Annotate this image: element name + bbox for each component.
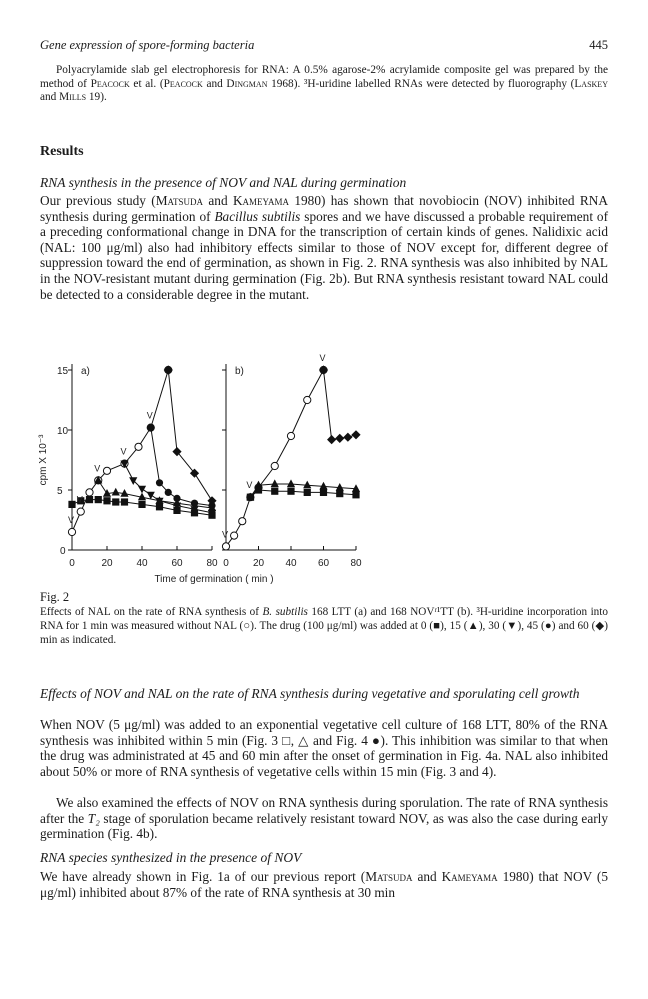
panel-0-series-3-point xyxy=(138,486,146,494)
panel-0-series-1-point xyxy=(68,501,75,508)
panel-1-series-2-point xyxy=(336,490,343,497)
x-tick-label: 60 xyxy=(171,558,183,569)
panel-1-series-3-point xyxy=(319,365,328,374)
panel-0-series-0-point xyxy=(86,489,93,496)
panel-0-series-3-point xyxy=(129,477,137,485)
panel-label: a) xyxy=(81,366,90,377)
panel-1-series-1-point xyxy=(303,481,311,489)
panel-0-series-1-point xyxy=(103,497,110,504)
panel-0-series-0-point xyxy=(68,528,75,535)
panel-1-series-1-point xyxy=(287,479,295,487)
y-axis-label: cpm X 10⁻³ xyxy=(38,434,49,486)
section2-heading: Effects of NOV and NAL on the rate of RNA synthesis during vegetative and sporulating cell growth xyxy=(40,686,580,701)
drug-addition-marker: V xyxy=(68,515,75,525)
panel-0-series-5-line xyxy=(168,370,212,501)
y-tick-label: 10 xyxy=(57,426,69,437)
drug-addition-marker: V xyxy=(146,410,153,421)
panel-1-series-3-point xyxy=(327,435,336,444)
panel-1-series-2-point xyxy=(255,486,262,493)
panel-1-series-1-point xyxy=(352,484,360,492)
panel-1-series-2-point xyxy=(271,488,278,495)
panel-0-series-0-point xyxy=(135,443,142,450)
panel-0-series-4-point xyxy=(173,495,180,502)
section2-paragraph-2: We also examined the effects of NOV on RNA synthesis during sporulation. The rate of RNA synthesis after the T₂ stage of sporulation became relatively resistant toward NOV, as was also the case during early germination (Fig. 4b). xyxy=(40,795,609,842)
panel-1-series-3-line xyxy=(324,370,357,440)
x-tick-label: 0 xyxy=(69,558,75,569)
panel-0-series-4-point xyxy=(191,500,198,507)
panel-1-series-0-point xyxy=(271,462,278,469)
drug-addition-marker: V xyxy=(76,494,83,505)
figure-2-chart xyxy=(30,350,380,586)
panel-1-series-0-point xyxy=(287,432,294,439)
panel-1-series-2-point xyxy=(352,491,359,498)
x-tick-label: 20 xyxy=(101,558,113,569)
methods-paragraph: Polyacrylamide slab gel electrophoresis for RNA: A 0.5% agarose-2% acrylamide composite gel was prepared by the method of Peacock et al. (Peacock and Dingman 1968). ³H-uridine labelled RNAs were detected by fluorography (Laskey and Mills 19). xyxy=(40,64,608,104)
results-heading: Results xyxy=(40,144,84,159)
drug-addition-marker: V xyxy=(222,529,229,540)
drug-addition-marker: V xyxy=(94,463,101,474)
panel-1-series-1-point xyxy=(271,479,279,487)
page-number: 445 xyxy=(589,38,608,52)
panel-0-series-2-point xyxy=(112,488,120,496)
y-tick-label: 5 xyxy=(57,486,63,497)
figure-caption: Effects of NAL on the rate of RNA synthesis of B. subtilis 168 LTT (a) and 168 NOVʳ¹TT (b). ³H-uridine incorporation into RNA for 1 min was measured without NAL (○). The drug (100 μg/ml) was added at 0 (■), 15 (▲), 30 (▼), 45 (●) and 60 (◆) min as indicated. xyxy=(40,606,608,646)
panel-0-series-0-point xyxy=(77,508,84,515)
figure-label: Fig. 2 xyxy=(40,590,70,604)
panel-0-series-5-point xyxy=(164,365,173,374)
panel-1-series-0-point xyxy=(231,532,238,539)
x-axis-label: Time of germination ( min ) xyxy=(154,574,274,585)
panel-0-series-1-point xyxy=(121,498,128,505)
panel-1-series-3-point xyxy=(351,430,360,439)
panel-1-series-1-point xyxy=(336,483,344,491)
panel-1-series-2-point xyxy=(304,489,311,496)
x-tick-label: 0 xyxy=(223,558,229,569)
panel-1-series-1-point xyxy=(319,482,327,490)
drug-addition-marker: V xyxy=(319,353,326,363)
panel-0-series-0-point xyxy=(103,467,110,474)
x-tick-label: 80 xyxy=(206,558,218,569)
panel-1-series-0-point xyxy=(304,396,311,403)
section1-paragraph: Our previous study (Matsuda and Kameyama 1980) has shown that novobiocin (NOV) inhibited RNA synthesis during germination of Bacillus subtilis spores and we have discussed a probable requirement of a preceding conformational change in DNA for the transcription of certain kinds of genes. Nalidixic acid (NAL: 100 μg/ml) also had inhibitory effects similar to those of NOV except for, different degree of suppression toward the end of germination, as shown in Fig. 2. RNA synthesis was also inhibited by NAL in the NOV-resistant mutant during germination (Fig. 2b). But RNA synthesis resistant toward NAL could be detected to a considerable degree in the mutant. xyxy=(40,193,609,302)
x-tick-label: 80 xyxy=(350,558,362,569)
x-tick-label: 60 xyxy=(317,558,330,569)
panel-label: b) xyxy=(235,366,244,377)
panel-0-series-4-line xyxy=(151,428,212,506)
panel-1-series-3-point xyxy=(335,434,344,443)
drug-addition-marker: V xyxy=(120,446,127,457)
panel-0-series-4-point xyxy=(156,479,163,486)
panel-0-series-1-point xyxy=(95,496,102,503)
origin-label: 0 xyxy=(60,546,66,557)
panel-0-series-1-point xyxy=(86,496,93,503)
running-title: Gene expression of spore-forming bacteria xyxy=(40,38,255,52)
section1-heading: RNA synthesis in the presence of NOV and NAL during germination xyxy=(40,175,407,190)
drug-addition-marker: V xyxy=(246,480,253,491)
panel-0-series-4-point xyxy=(147,424,154,431)
panel-1-series-2-point xyxy=(247,494,254,501)
panel-1-series-0-point xyxy=(239,518,246,525)
panel-1-series-3-point xyxy=(343,433,352,442)
section2-paragraph-1: When NOV (5 μg/ml) was added to an exponential vegetative cell culture of 168 LTT, 80% of the RNA synthesis was inhibited within 5 min (Fig. 3 □, △ and Fig. 4 ●). This inhibition was similar to that when the drug was administrated at 45 and 60 min after the onset of germination in Fig. 4a. NAL also inhibited about 50% or more of RNA synthesis of vegetative cells within 15 min (Fig. 3 and 4). xyxy=(40,717,608,779)
x-tick-label: 40 xyxy=(285,558,297,569)
y-tick-label: 15 xyxy=(57,366,69,377)
section3-paragraph: We have already shown in Fig. 1a of our previous report (Matsuda and Kameyama 1980) that NOV (5 μg/ml) inhibited about 87% of the rate of RNA synthesis at 30 min xyxy=(40,869,608,900)
panel-1-series-2-point xyxy=(320,489,327,496)
panel-0-series-3-line xyxy=(125,464,213,513)
x-tick-label: 40 xyxy=(136,558,148,569)
panel-0-series-1-point xyxy=(112,498,119,505)
panel-0-series-1-point xyxy=(138,501,145,508)
panel-1-series-2-point xyxy=(287,488,294,495)
panel-0-series-4-point xyxy=(165,489,172,496)
panel-1-series-0-point xyxy=(222,543,229,550)
section3-heading: RNA species synthesized in the presence of NOV xyxy=(40,850,302,865)
x-tick-label: 20 xyxy=(252,558,265,569)
